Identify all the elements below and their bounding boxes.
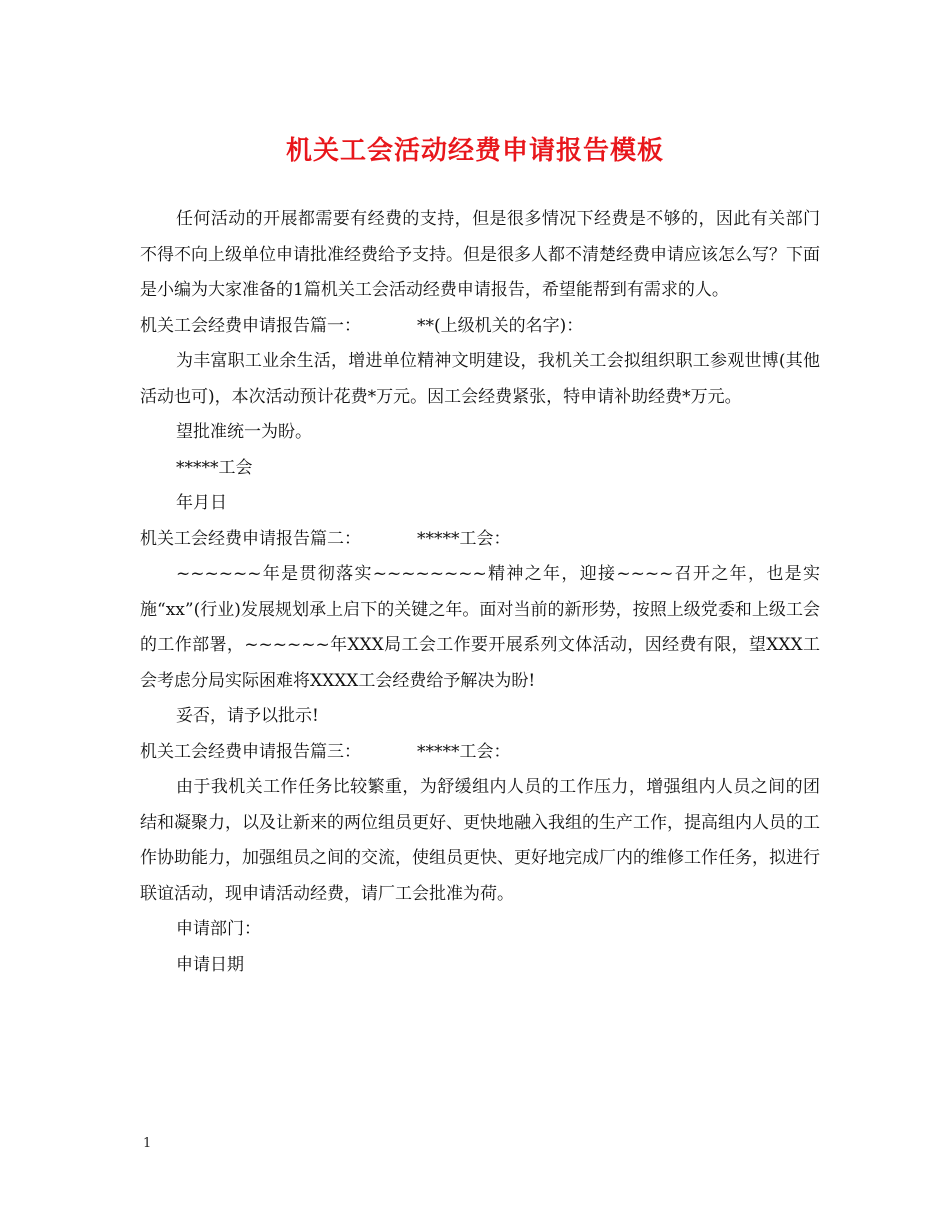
section1-heading: 机关工会经费申请报告篇一： — [140, 315, 361, 336]
section3-date: 申请日期 — [176, 954, 244, 975]
section3-heading-line — [140, 735, 820, 771]
section1-addressee: **(上级机关的名字)： — [417, 315, 584, 336]
section3-heading: 机关工会经费申请报告篇三： — [140, 741, 361, 762]
intro-paragraph: 任何活动的开展都需要有经费的支持，但是很多情况下经费是不够的，因此有关部门不得不向上级单位申请批准经费给予支持。但是很多人都不清楚经费申请应该怎么写？下面是小编为大家准备的1篇机关工会活动经费申请报告，希望能帮到有需求的人。 — [140, 209, 820, 300]
section1-date: 年月日 — [176, 493, 227, 513]
document-title: 机关工会活动经费申请报告模板 — [285, 136, 664, 166]
section1-signature: *****工会 — [176, 457, 253, 478]
section2-heading: 机关工会经费申请报告篇二： — [140, 528, 361, 549]
page-number: 1 — [143, 1136, 152, 1151]
section1-closing: 望批准统一为盼。 — [176, 422, 312, 442]
section2-body: ~~~~~~年是贯彻落实~~~~~~~~精神之年，迎接~~~~召开之年，也是实施“xx”(行业)发展规划承上启下的关键之年。面对当前的新形势，按照上级党委和上级工会的工作部署，~~~~~~年XXX局工会工作要开展系列文体活动，因经费有限，望XXX工会考虑分局实际困难将XXXX工会经费给予解决为盼! — [140, 564, 820, 691]
section2-closing: 妥否，请予以批示! — [176, 706, 319, 726]
section3-addressee: *****工会： — [417, 741, 511, 762]
section2-addressee: *****工会： — [417, 528, 511, 549]
section2-heading-line — [140, 522, 820, 558]
document-body — [140, 202, 820, 983]
section3-department: 申请部门： — [176, 919, 261, 939]
section1-body: 为丰富职工业余生活，增进单位精神文明建设，我机关工会拟组织职工参观世博(其他活动也可)，本次活动预计花费*万元。因工会经费紧张，特申请补助经费*万元。 — [140, 351, 820, 407]
section3-body: 由于我机关工作任务比较繁重，为舒缓组内人员的工作压力，增强组内人员之间的团结和凝聚力，以及让新来的两位组员更好、更快地融入我组的生产工作，提高组内人员的工作协助能力，加强组员之间的交流，使组员更快、更好地完成厂内的维修工作任务，拟进行联谊活动，现申请活动经费，请厂工会批准为荷。 — [140, 777, 820, 904]
section1-heading-line — [140, 309, 820, 345]
